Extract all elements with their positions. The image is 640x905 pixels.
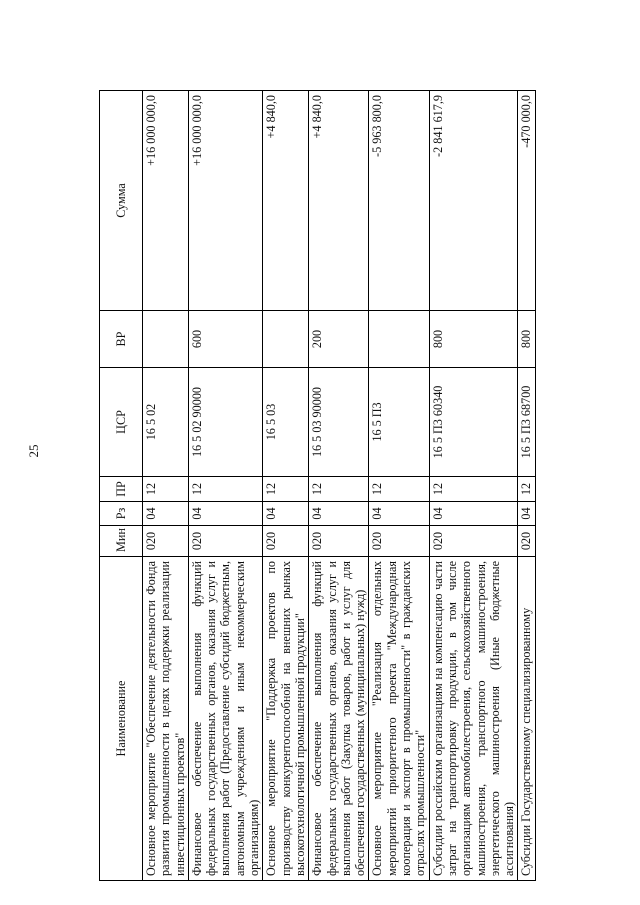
row-vr: 200: [309, 311, 369, 368]
row-rz: 04: [429, 502, 518, 526]
row-vr: 800: [429, 311, 518, 368]
table-row: [188, 91, 262, 881]
row-csr: 16 5 02: [143, 368, 189, 477]
row-pr: 12: [518, 477, 535, 502]
row-rz: 04: [188, 502, 262, 526]
row-pr: 12: [263, 477, 309, 502]
table-row: [263, 91, 309, 881]
header-vr: ВР: [100, 311, 143, 368]
table-row: [143, 91, 189, 881]
rotated-page: [99, 91, 591, 881]
row-sum: +4 840,0: [309, 91, 369, 311]
row-name: Субсидии российским организациям на компенсацию части затрат на транспортировку продукции, в том числе организациям автомобилестроения, сельскохозяйственного машиностроения, транспортного машиностроения, энергетического машиностроения (Иные бюджетные ассигнования): [429, 557, 518, 881]
row-vr: [263, 311, 309, 368]
row-pr: 12: [188, 477, 262, 502]
header-rz: Рз: [100, 502, 143, 526]
page-number: 25: [26, 444, 41, 458]
row-rz: 04: [263, 502, 309, 526]
table-row: [518, 91, 535, 881]
table-header-row: [100, 91, 143, 881]
row-pr: 12: [309, 477, 369, 502]
row-csr: 16 5 02 90000: [188, 368, 262, 477]
table-row: [309, 91, 369, 881]
row-sum: +16 000 000,0: [143, 91, 189, 311]
row-min: 020: [143, 526, 189, 557]
row-pr: 12: [143, 477, 189, 502]
row-csr: 16 5 03 90000: [309, 368, 369, 477]
row-min: 020: [518, 526, 535, 557]
row-vr: 600: [188, 311, 262, 368]
row-rz: 04: [309, 502, 369, 526]
row-csr: 16 5 П3 60340: [429, 368, 518, 477]
row-min: 020: [263, 526, 309, 557]
header-pr: ПР: [100, 477, 143, 502]
row-name: Основное мероприятие "Поддержка проектов по производству конкурентоспособной на внешних рынках высокотехнологичной промышленной продукции": [263, 557, 309, 881]
row-min: 020: [369, 526, 429, 557]
row-sum: -2 841 617,9: [429, 91, 518, 311]
row-pr: 12: [369, 477, 429, 502]
row-sum: +4 840,0: [263, 91, 309, 311]
row-csr: 16 5 03: [263, 368, 309, 477]
row-name: Финансовое обеспечение выполнения функций федеральных государственных органов, оказания услуг и выполнения работ (Предоставление субсидий бюджетным, автономным учреждениям и иным некоммерческим организациям): [188, 557, 262, 881]
row-rz: 04: [518, 502, 535, 526]
row-min: 020: [188, 526, 262, 557]
header-csr: ЦСР: [100, 368, 143, 477]
row-min: 020: [429, 526, 518, 557]
row-vr: 800: [518, 311, 535, 368]
row-vr: [143, 311, 189, 368]
header-name: Наименование: [100, 557, 143, 881]
row-csr: 16 5 П3 68700: [518, 368, 535, 477]
row-name: Основное мероприятие "Реализация отдельных мероприятий приоритетного проекта "Международная кооперация и экспорт в промышленности" в гражданских отраслях промышленности": [369, 557, 429, 881]
header-sum: Сумма: [100, 91, 143, 311]
row-pr: 12: [429, 477, 518, 502]
budget-table: [99, 90, 536, 881]
row-sum: -5 963 800,0: [369, 91, 429, 311]
row-vr: [369, 311, 429, 368]
header-min: Мин: [100, 526, 143, 557]
row-name: Финансовое обеспечение выполнения функций федеральных государственных органов, оказания услуг и выполнения работ (Закупка товаров, работ и услуг для обеспечения государственных (муниципальных) нужд): [309, 557, 369, 881]
row-rz: 04: [369, 502, 429, 526]
row-sum: -470 000,0: [518, 91, 535, 311]
table-row: [369, 91, 429, 881]
row-name: Основное мероприятие "Обеспечение деятельности Фонда развития промышленности в целях поддержки реализации инвестиционных проектов": [143, 557, 189, 881]
row-csr: 16 5 П3: [369, 368, 429, 477]
row-min: 020: [309, 526, 369, 557]
row-rz: 04: [143, 502, 189, 526]
row-name: Субсидии Государственному специализированному: [518, 557, 535, 881]
row-sum: +16 000 000,0: [188, 91, 262, 311]
table-row: [429, 91, 518, 881]
